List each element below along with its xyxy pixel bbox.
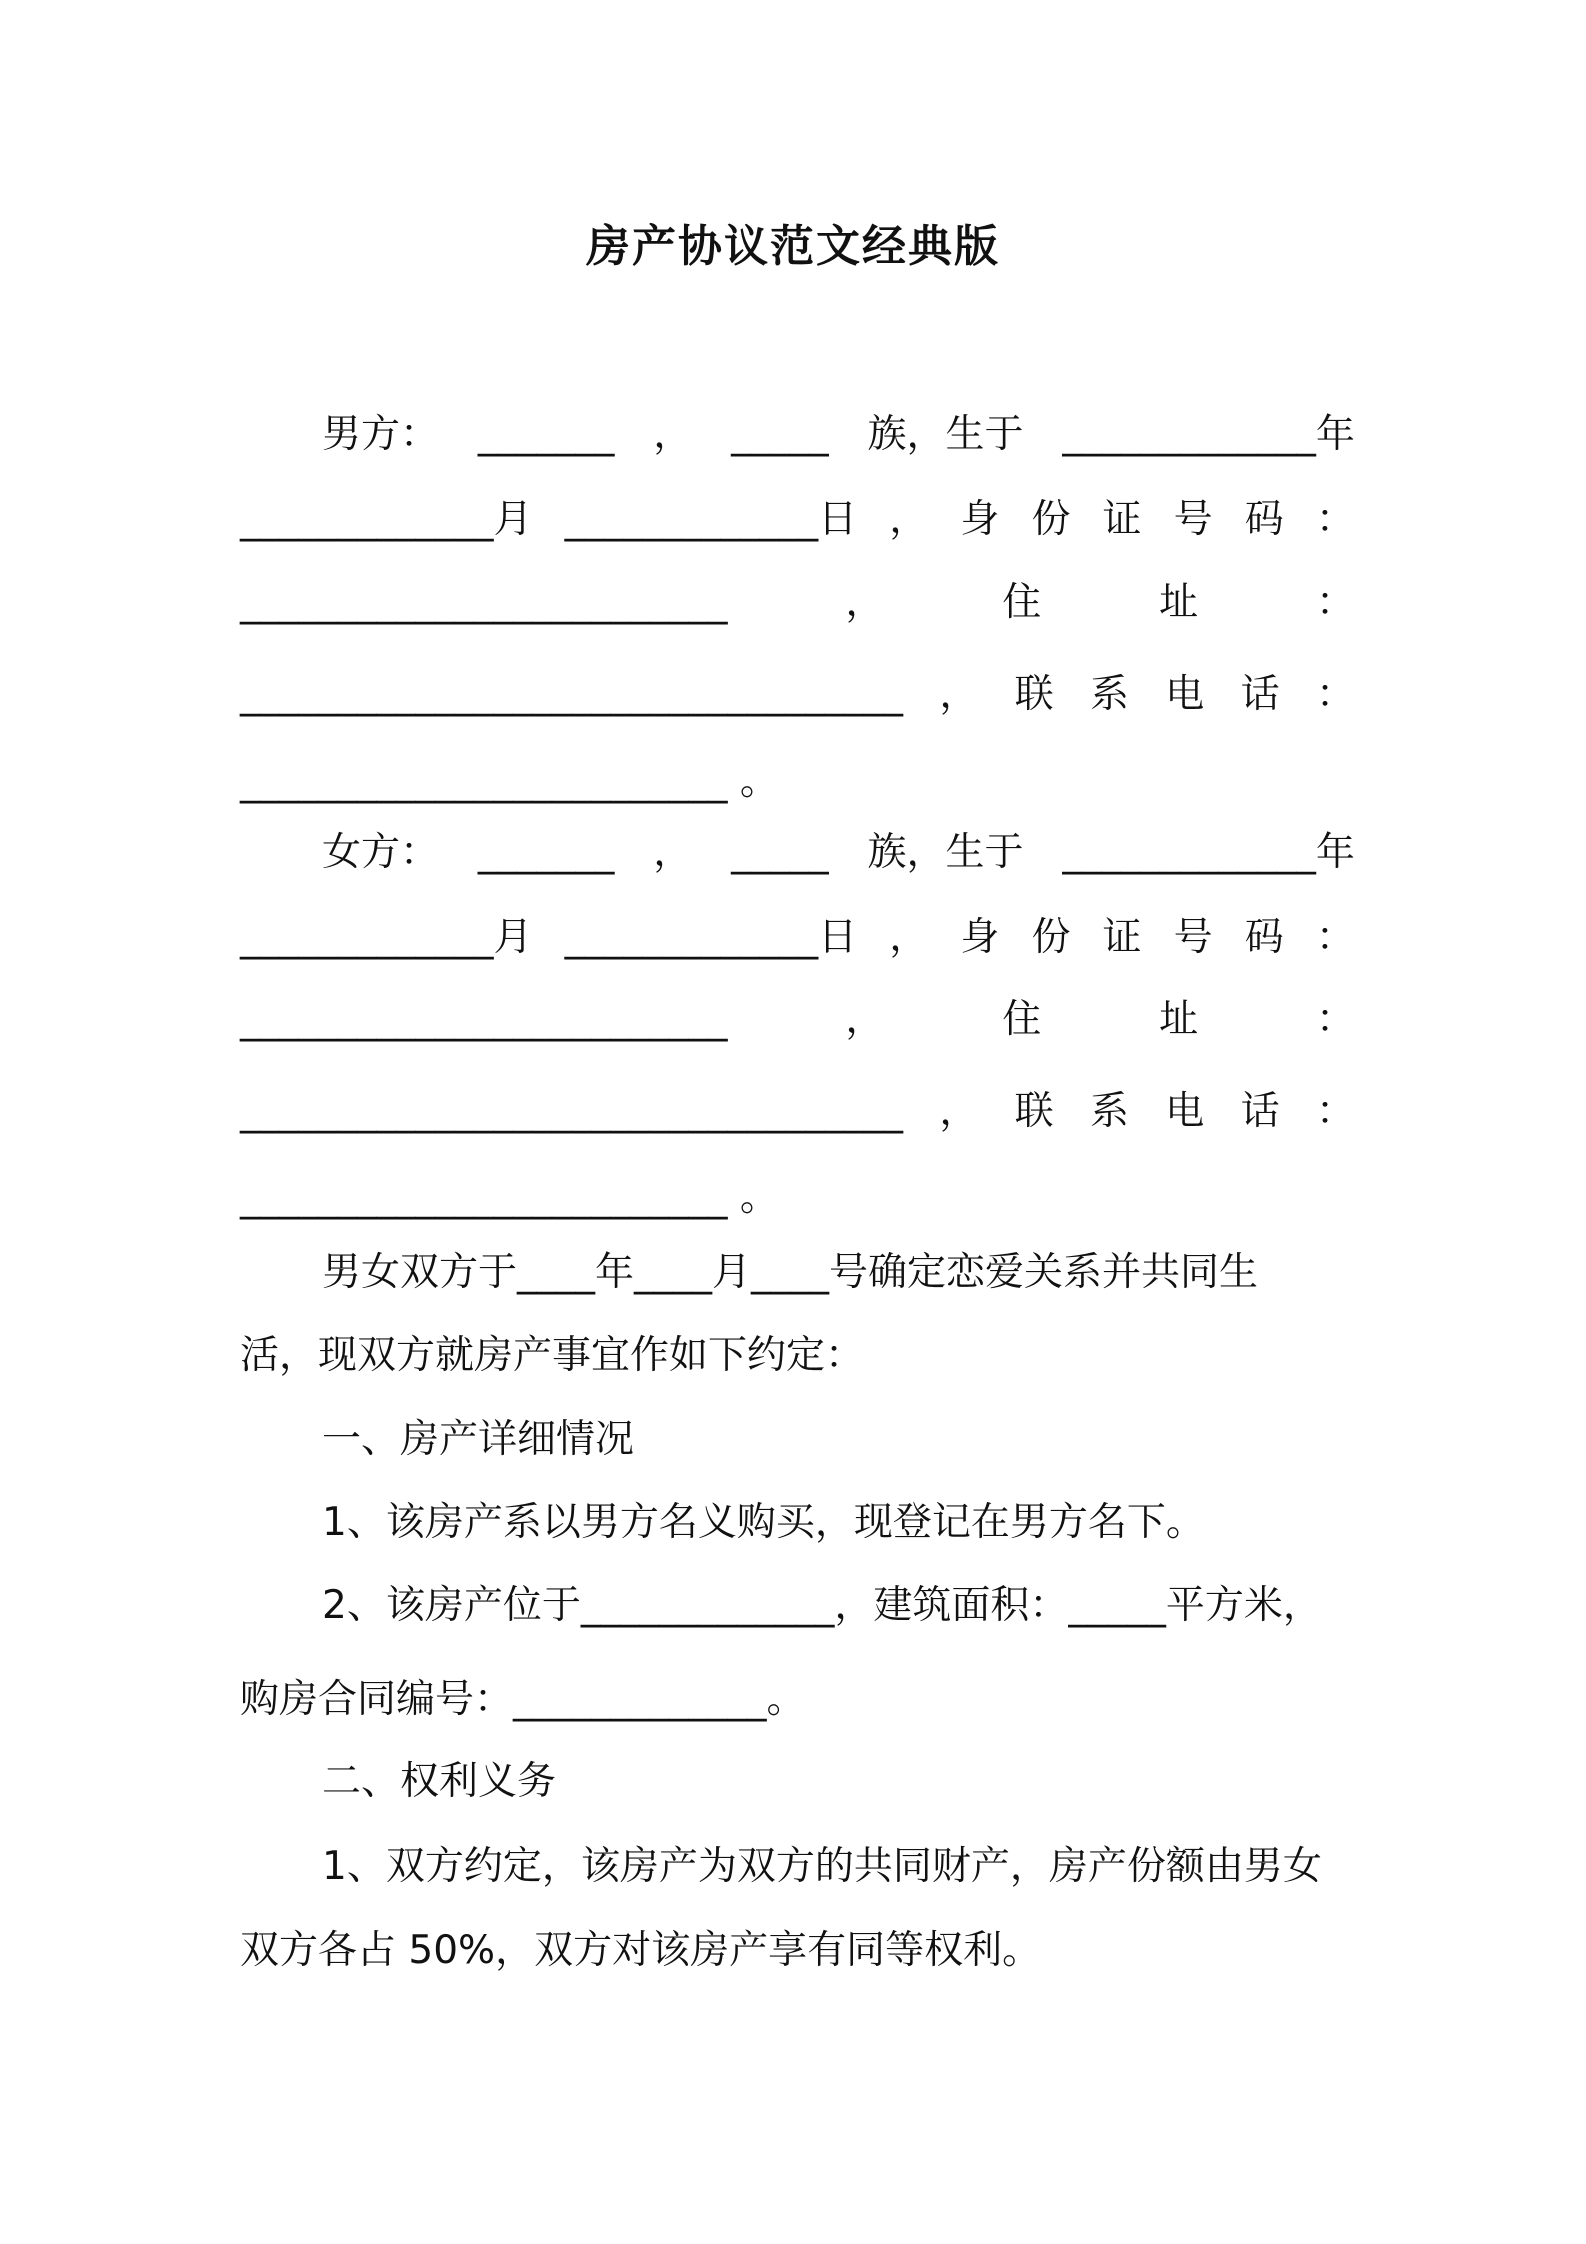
- woman-line-3: _________________________ ， 住 址 ：: [240, 997, 1355, 1042]
- man-line-4: __________________________________ ， 联 系 电 话 ：: [240, 672, 1355, 717]
- section-2-heading: 二、权利义务: [322, 1759, 557, 1804]
- section-2-item-1-line-2: 双方各占 50%，双方对该房产享有同等权利。: [240, 1928, 1042, 1973]
- woman-line-5: _________________________ 。: [240, 1175, 779, 1220]
- intro-line-1: 男女双方于____年____月____号确定恋爱关系并共同生: [322, 1250, 1259, 1295]
- intro-line-2: 活，现双方就房产事宜作如下约定：: [240, 1333, 865, 1378]
- woman-line-1: 女方： _______ ， _____ 族，生于 _____________年: [322, 830, 1355, 875]
- man-line-2: _____________月 _____________日 ， 身 份 证 号 码 ：: [240, 497, 1355, 542]
- document-title: 房产协议范文经典版: [586, 221, 1000, 272]
- section-2-item-1-line-1: 1、双方约定，该房产为双方的共同财产，房产份额由男女: [322, 1844, 1322, 1889]
- section-1-item-1: 1、该房产系以男方名义购买，现登记在男方名下。: [322, 1500, 1205, 1545]
- section-1-heading: 一、房产详细情况: [322, 1417, 635, 1462]
- woman-line-2: _____________月 _____________日 ， 身 份 证 号 码 ：: [240, 915, 1355, 960]
- man-line-5: _________________________ 。: [240, 759, 779, 804]
- section-1-item-2-line-2: 购房合同编号：_____________。: [240, 1677, 806, 1722]
- man-line-3: _________________________ ， 住 址 ：: [240, 580, 1355, 625]
- woman-line-4: __________________________________ ， 联 系 电 话 ：: [240, 1089, 1355, 1134]
- section-1-item-2-line-1: 2、该房产位于_____________，建筑面积：_____平方米，: [322, 1583, 1322, 1628]
- man-line-1: 男方： _______ ， _____ 族，生于 _____________年: [322, 412, 1355, 457]
